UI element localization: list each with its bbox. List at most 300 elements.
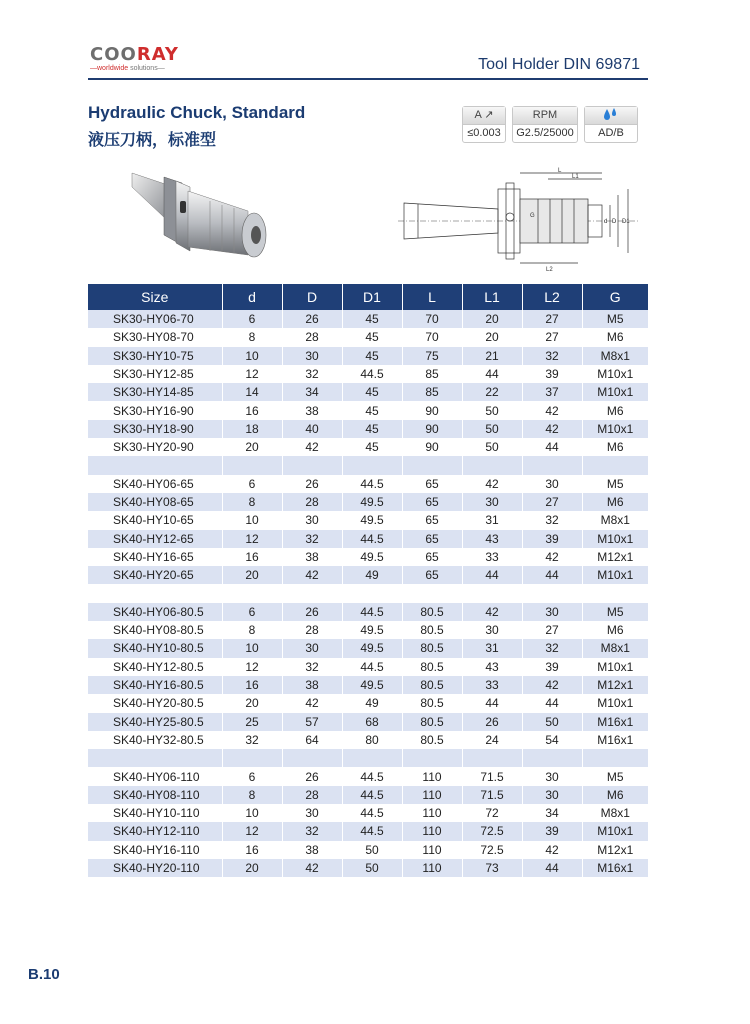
table-cell: 38: [282, 841, 342, 859]
table-cell: 26: [282, 767, 342, 785]
table-cell: [88, 456, 222, 474]
runout-badge: [462, 106, 506, 143]
table-cell: 54: [522, 731, 582, 749]
table-cell: M8x1: [600, 806, 630, 821]
table-cell: SK40-HY20-65: [88, 566, 222, 584]
table-cell: 21: [462, 347, 522, 365]
table-cell: 42: [522, 548, 582, 566]
table-cell: 34: [522, 804, 582, 822]
table-cell: 10: [222, 804, 282, 822]
table-cell: 32: [282, 530, 342, 548]
table-cell: M8x1: [600, 513, 630, 528]
table-cell: 30: [522, 475, 582, 493]
table-cell: 80.5: [402, 658, 462, 676]
table-cell: M6: [606, 440, 624, 455]
table-cell: 42: [282, 859, 342, 877]
coolant-badge: [584, 106, 638, 143]
table-cell: 85: [402, 365, 462, 383]
table-cell: SK30-HY20-90: [88, 438, 222, 456]
table-cell: 44: [522, 859, 582, 877]
table-cell: SK40-HY20-110: [88, 859, 222, 877]
table-row: [88, 493, 648, 511]
table-row: [88, 676, 648, 694]
table-row: [88, 383, 648, 401]
table-cell: 65: [402, 548, 462, 566]
table-cell: 110: [402, 841, 462, 859]
table-cell: 26: [462, 713, 522, 731]
table-cell: 28: [282, 328, 342, 346]
table-cell: 30: [522, 767, 582, 785]
table-cell: M10x1: [597, 696, 634, 711]
table-cell: 50: [342, 859, 402, 877]
table-cell: 8: [222, 786, 282, 804]
dim-label-d: d: [604, 219, 608, 225]
table-cell: SK40-HY25-80.5: [88, 713, 222, 731]
table-cell: 16: [222, 401, 282, 419]
table-cell: 75: [402, 347, 462, 365]
table-cell: 20: [222, 438, 282, 456]
table-cell: 16: [222, 676, 282, 694]
dim-label-D: D: [612, 219, 617, 225]
table-cell: SK40-HY06-110: [88, 767, 222, 785]
table-cell: [222, 749, 282, 767]
table-body: [88, 310, 648, 877]
table-cell: SK40-HY12-80.5: [88, 658, 222, 676]
table-cell: 45: [342, 310, 402, 328]
table-cell: 45: [342, 420, 402, 438]
table-cell: 27: [522, 310, 582, 328]
table-cell: 30: [282, 511, 342, 529]
table-cell: 27: [522, 328, 582, 346]
table-cell: 50: [462, 420, 522, 438]
table-cell: 49.5: [342, 548, 402, 566]
table-cell: 72.5: [462, 841, 522, 859]
table-cell: 49.5: [342, 639, 402, 657]
table-cell: 6: [222, 767, 282, 785]
table-cell: 16: [222, 548, 282, 566]
table-row: [88, 603, 648, 621]
table-cell: 28: [282, 786, 342, 804]
table-cell: [88, 584, 222, 602]
logo-tagline-part-a: —worldwide: [90, 65, 129, 72]
table-cell: SK40-HY12-65: [88, 530, 222, 548]
table-cell: 39: [522, 658, 582, 676]
table-cell: M6: [606, 403, 624, 418]
table-cell: 110: [402, 804, 462, 822]
table-cell: 6: [222, 310, 282, 328]
table-cell: M10x1: [597, 659, 634, 674]
table-cell: 80.5: [402, 676, 462, 694]
coolant-value: AD/B: [598, 127, 624, 139]
table-cell: M8x1: [582, 347, 648, 365]
table-cell: 49: [342, 566, 402, 584]
table-cell: M16x1: [582, 713, 648, 731]
table-cell: M10x1: [582, 530, 648, 548]
table-cell: M10x1: [582, 420, 648, 438]
table-cell: [222, 584, 282, 602]
dim-label-L2: L2: [546, 267, 553, 273]
table-cell: 45: [342, 383, 402, 401]
table-cell: [522, 456, 582, 474]
table-cell: SK40-HY10-80.5: [88, 639, 222, 657]
table-cell: 38: [282, 676, 342, 694]
table-row: [88, 731, 648, 749]
table-cell: 45: [342, 347, 402, 365]
table-cell: 10: [222, 639, 282, 657]
table-cell: [462, 749, 522, 767]
table-cell: 70: [402, 328, 462, 346]
table-cell: M5: [606, 769, 624, 784]
column-header: G: [582, 284, 648, 310]
column-header: L1: [462, 284, 522, 310]
table-cell: [282, 584, 342, 602]
table-cell: 30: [522, 603, 582, 621]
table-cell: 30: [462, 493, 522, 511]
table-cell: [462, 584, 522, 602]
table-cell: SK40-HY06-80.5: [88, 603, 222, 621]
table-cell: 44: [522, 694, 582, 712]
table-cell: 33: [462, 676, 522, 694]
table-cell: SK40-HY08-80.5: [88, 621, 222, 639]
table-cell: 44.5: [342, 530, 402, 548]
table-cell: [88, 749, 222, 767]
table-cell: [462, 456, 522, 474]
table-cell: 44: [462, 694, 522, 712]
coolant-drops-icon: [585, 107, 637, 125]
table-cell: 80.5: [402, 621, 462, 639]
dim-label-D1: D1: [622, 219, 630, 225]
table-cell: 90: [402, 420, 462, 438]
table-cell: 44.5: [342, 786, 402, 804]
table-cell: 42: [462, 475, 522, 493]
table-cell: 65: [402, 530, 462, 548]
table-cell: 72: [462, 804, 522, 822]
table-cell: M6: [606, 330, 624, 345]
table-cell: SK40-HY10-65: [88, 511, 222, 529]
table-cell: 38: [282, 401, 342, 419]
table-cell: SK40-HY20-80.5: [88, 694, 222, 712]
table-cell: 80.5: [402, 694, 462, 712]
table-cell: 42: [282, 694, 342, 712]
table-cell: [402, 584, 462, 602]
table-row: [88, 566, 648, 584]
table-cell: 57: [282, 713, 342, 731]
table-cell: 42: [282, 438, 342, 456]
product-photo: [130, 155, 280, 275]
table-cell: M12x1: [597, 550, 634, 564]
table-cell: 45: [342, 328, 402, 346]
column-header: D1: [342, 284, 402, 310]
table-row: [88, 786, 648, 804]
table-cell: 14: [222, 383, 282, 401]
table-row: [88, 438, 648, 456]
table-row: [88, 767, 648, 785]
table-cell: M6: [606, 623, 624, 638]
column-header: D: [282, 284, 342, 310]
dim-label-L1: L1: [572, 174, 579, 180]
spec-badges: [462, 106, 638, 143]
table-cell: 39: [522, 365, 582, 383]
table-cell: SK30-HY12-85: [88, 365, 222, 383]
table-cell: 49: [342, 694, 402, 712]
table-cell: 44: [462, 566, 522, 584]
table-cell: 43: [462, 530, 522, 548]
table-cell: 44.5: [342, 767, 402, 785]
table-cell: 30: [282, 639, 342, 657]
table-cell: SK40-HY08-65: [88, 493, 222, 511]
table-cell: 22: [462, 383, 522, 401]
table-cell: [342, 456, 402, 474]
table-cell: 8: [222, 493, 282, 511]
table-cell: 34: [282, 383, 342, 401]
table-cell: 6: [222, 475, 282, 493]
logo-word-part-a: COO: [90, 44, 137, 65]
table-cell: 49.5: [342, 493, 402, 511]
table-cell: 44.5: [342, 804, 402, 822]
table-header-row: [88, 284, 648, 310]
table-cell: 30: [462, 621, 522, 639]
table-cell: SK40-HY32-80.5: [88, 731, 222, 749]
table-cell: M16x1: [582, 859, 648, 877]
table-cell: 49.5: [342, 621, 402, 639]
table-cell: [402, 749, 462, 767]
table-cell: [282, 749, 342, 767]
table-cell: [582, 456, 648, 474]
table-cell: 37: [522, 383, 582, 401]
table-cell: [522, 749, 582, 767]
table-cell: 44: [462, 365, 522, 383]
header-divider: [88, 78, 648, 80]
table-cell: M6: [582, 493, 648, 511]
table-cell: 80.5: [402, 713, 462, 731]
table-cell: 32: [522, 347, 582, 365]
table-cell: 110: [402, 786, 462, 804]
table-cell: 30: [282, 804, 342, 822]
table-cell: 68: [342, 713, 402, 731]
table-cell: 42: [522, 401, 582, 419]
table-row: [88, 310, 648, 328]
technical-drawing: [398, 165, 642, 277]
table-cell: 42: [522, 841, 582, 859]
table-cell: 44.5: [342, 822, 402, 840]
table-cell: SK40-HY08-110: [88, 786, 222, 804]
rpm-value: G2.5/25000: [516, 127, 574, 139]
product-title-chinese: 液压刀柄，标准型: [88, 132, 217, 149]
table-cell: 50: [462, 438, 522, 456]
table-cell: 12: [222, 658, 282, 676]
table-cell: 10: [222, 347, 282, 365]
product-title: Hydraulic Chuck, Standard: [88, 103, 306, 122]
table-cell: 80: [342, 731, 402, 749]
runout-arrow-icon: A ↗: [463, 107, 505, 125]
table-cell: SK30-HY18-90: [88, 420, 222, 438]
table-cell: SK40-HY16-65: [88, 548, 222, 566]
table-cell: SK30-HY10-75: [88, 347, 222, 365]
table-cell: SK30-HY14-85: [88, 383, 222, 401]
column-header: d: [222, 284, 282, 310]
table-cell: 32: [282, 658, 342, 676]
table-cell: 40: [282, 420, 342, 438]
table-cell: M5: [582, 310, 648, 328]
column-header: L2: [522, 284, 582, 310]
table-cell: 42: [522, 676, 582, 694]
table-cell: 25: [222, 713, 282, 731]
table-cell: [582, 749, 648, 767]
table-cell: SK40-HY06-65: [88, 475, 222, 493]
table-cell: 31: [462, 639, 522, 657]
table-cell: 30: [522, 786, 582, 804]
table-cell: 39: [522, 822, 582, 840]
table-cell: M8x1: [582, 639, 648, 657]
table-row: [88, 548, 648, 566]
table-cell: [522, 584, 582, 602]
table-cell: 12: [222, 822, 282, 840]
table-cell: 27: [522, 621, 582, 639]
table-cell: 64: [282, 731, 342, 749]
table-row: [88, 822, 648, 840]
table-cell: 90: [402, 401, 462, 419]
table-row: [88, 639, 648, 657]
logo-wordmark: [90, 46, 200, 64]
dim-label-G: G: [530, 213, 535, 219]
table-cell: 50: [522, 713, 582, 731]
table-cell: 80.5: [402, 639, 462, 657]
table-cell: 73: [462, 859, 522, 877]
table-cell: 42: [462, 603, 522, 621]
table-cell: M16x1: [597, 732, 634, 747]
table-cell: [282, 456, 342, 474]
table-cell: 44: [522, 566, 582, 584]
table-cell: 65: [402, 493, 462, 511]
table-cell: 8: [222, 328, 282, 346]
table-cell: 71.5: [462, 767, 522, 785]
table-cell: 65: [402, 566, 462, 584]
table-cell: M12x1: [597, 842, 634, 857]
table-cell: 31: [462, 511, 522, 529]
table-cell: SK30-HY16-90: [88, 401, 222, 419]
table-cell: 110: [402, 822, 462, 840]
table-cell: 45: [342, 438, 402, 456]
column-header: Size: [88, 284, 222, 310]
rpm-badge: [512, 106, 578, 143]
runout-value: ≤0.003: [467, 127, 501, 139]
table-cell: 44: [522, 438, 582, 456]
table-row: [88, 749, 648, 767]
table-cell: 80.5: [402, 731, 462, 749]
table-cell: 32: [222, 731, 282, 749]
table-cell: SK40-HY16-110: [88, 841, 222, 859]
table-cell: 65: [402, 511, 462, 529]
table-cell: 72.5: [462, 822, 522, 840]
table-cell: [582, 584, 648, 602]
table-cell: M10x1: [582, 822, 648, 840]
table-cell: [342, 749, 402, 767]
table-row: [88, 328, 648, 346]
column-header: L: [402, 284, 462, 310]
table-cell: 12: [222, 365, 282, 383]
table-cell: 44.5: [342, 603, 402, 621]
table-row: [88, 841, 648, 859]
table-cell: 28: [282, 493, 342, 511]
table-cell: 85: [402, 383, 462, 401]
table-cell: 38: [282, 548, 342, 566]
table-cell: M10x1: [582, 566, 648, 584]
table-cell: 20: [462, 328, 522, 346]
table-cell: 44.5: [342, 475, 402, 493]
table-cell: 49.5: [342, 511, 402, 529]
table-cell: [222, 456, 282, 474]
table-row: [88, 401, 648, 419]
table-cell: SK30-HY06-70: [88, 310, 222, 328]
document-title: Tool Holder DIN 69871: [478, 56, 640, 73]
table-cell: 33: [462, 548, 522, 566]
table-row: [88, 658, 648, 676]
table-cell: 50: [462, 401, 522, 419]
page-number: B.10: [28, 966, 60, 983]
table-cell: 42: [282, 566, 342, 584]
table-cell: 42: [522, 420, 582, 438]
table-cell: 45: [342, 401, 402, 419]
table-row: [88, 694, 648, 712]
table-cell: M6: [582, 786, 648, 804]
table-cell: 32: [522, 639, 582, 657]
table-cell: SK40-HY10-110: [88, 804, 222, 822]
table-cell: 6: [222, 603, 282, 621]
table-cell: 28: [282, 621, 342, 639]
table-cell: 80.5: [402, 603, 462, 621]
table-cell: 26: [282, 310, 342, 328]
table-cell: 71.5: [462, 786, 522, 804]
table-cell: M5: [606, 476, 624, 491]
logo-word-part-b: RAY: [136, 44, 179, 65]
table-cell: 49.5: [342, 676, 402, 694]
table-cell: 32: [282, 365, 342, 383]
table-cell: 16: [222, 841, 282, 859]
table-cell: 27: [522, 493, 582, 511]
table-cell: SK30-HY08-70: [88, 328, 222, 346]
table-cell: 65: [402, 475, 462, 493]
rpm-label: RPM: [513, 107, 577, 125]
table-row: [88, 475, 648, 493]
table-cell: 30: [282, 347, 342, 365]
table-row: [88, 804, 648, 822]
table-cell: 20: [222, 566, 282, 584]
table-cell: 43: [462, 658, 522, 676]
table-cell: 20: [462, 310, 522, 328]
specification-table: [88, 284, 648, 877]
table-cell: 26: [282, 603, 342, 621]
table-cell: 70: [402, 310, 462, 328]
table-cell: SK40-HY12-110: [88, 822, 222, 840]
table-row: [88, 511, 648, 529]
table-cell: 44.5: [342, 365, 402, 383]
table-row: [88, 530, 648, 548]
table-cell: 50: [342, 841, 402, 859]
table-cell: 20: [222, 859, 282, 877]
table-cell: 32: [282, 822, 342, 840]
table-row: [88, 621, 648, 639]
table-cell: M12x1: [582, 676, 648, 694]
table-cell: 24: [462, 731, 522, 749]
table-row: [88, 420, 648, 438]
table-row: [88, 347, 648, 365]
table-cell: M5: [582, 603, 648, 621]
table-cell: SK40-HY16-80.5: [88, 676, 222, 694]
table-cell: 90: [402, 438, 462, 456]
table-row: [88, 584, 648, 602]
table-cell: 26: [282, 475, 342, 493]
logo-tagline: [90, 65, 200, 72]
